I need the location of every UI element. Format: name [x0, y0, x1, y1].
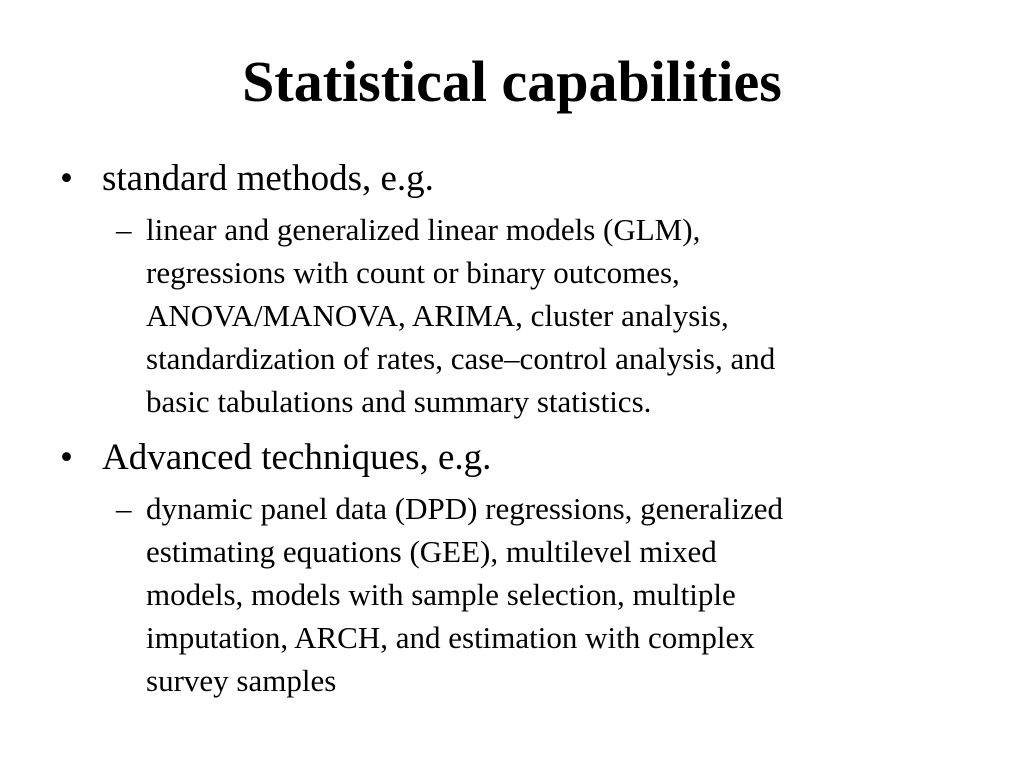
sub-bullet-line: imputation, ARCH, and estimation with complex: [146, 620, 755, 655]
sub-bullet-line: dynamic panel data (DPD) regressions, generalized: [146, 491, 783, 526]
bullet-advanced-techniques: [60, 431, 980, 485]
sub-bullet-line: survey samples: [146, 663, 337, 698]
sub-bullet-line: regressions with count or binary outcomes,: [146, 255, 680, 290]
sub-bullet-standard-methods: [60, 208, 980, 423]
bullet-dot-icon: •: [60, 158, 73, 199]
dash-icon: –: [116, 212, 132, 247]
slide-title: Statistical capabilities: [242, 49, 782, 114]
sub-bullet-line: ANOVA/MANOVA, ARIMA, cluster analysis,: [146, 298, 729, 333]
bullet-text: standard methods, e.g.: [102, 158, 434, 199]
sub-bullet-line: estimating equations (GEE), multilevel mixed: [146, 534, 717, 569]
sub-bullet-line: basic tabulations and summary statistics.: [146, 384, 652, 419]
sub-bullet-line: models, models with sample selection, multiple: [146, 577, 736, 612]
bullet-text: Advanced techniques, e.g.: [102, 437, 492, 478]
sub-bullet-advanced-techniques: [60, 487, 980, 702]
bullet-standard-methods: [60, 152, 980, 206]
dash-icon: –: [116, 491, 132, 526]
slide-content: [60, 152, 980, 710]
bullet-dot-icon: •: [60, 437, 73, 478]
sub-bullet-line: standardization of rates, case–control analysis, and: [146, 341, 776, 376]
sub-bullet-line: linear and generalized linear models (GLM),: [146, 212, 701, 247]
